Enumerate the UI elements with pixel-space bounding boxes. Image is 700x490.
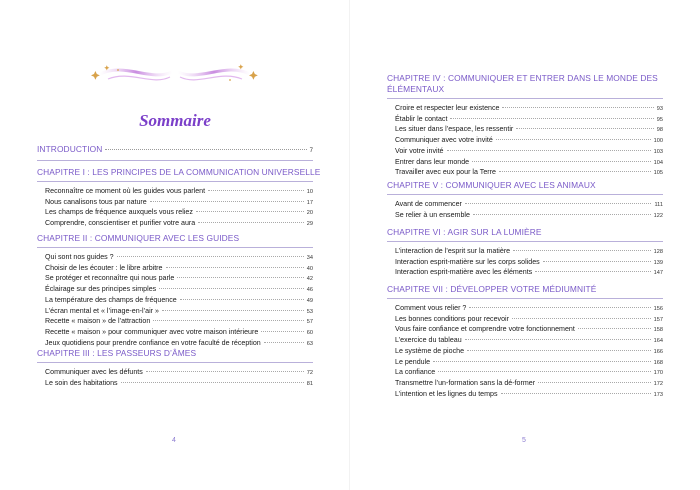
chapter-heading: CHAPITRE VII : DÉVELOPPER VOTRE MÉDIUMNITÉ	[387, 284, 597, 294]
toc-entry[interactable]	[45, 296, 313, 307]
divider	[387, 98, 663, 99]
entry-page: 158	[653, 327, 663, 334]
leader-dots	[467, 350, 651, 351]
entry-title: L’exercice du tableau	[395, 336, 462, 345]
leader-dots	[450, 118, 653, 119]
leader-dots	[166, 267, 304, 268]
leader-dots	[465, 339, 651, 340]
leader-dots	[502, 107, 653, 108]
entry-title: Travailler avec eux pour la Terre	[395, 168, 496, 177]
entry-list	[45, 187, 313, 230]
toc-entry[interactable]	[395, 136, 663, 147]
entry-title: Voir votre invité	[395, 146, 444, 155]
toc-entry[interactable]	[395, 200, 663, 211]
entry-page: 172	[653, 380, 663, 387]
leader-dots	[196, 211, 304, 212]
toc-intro-label: INTRODUCTION	[37, 144, 103, 154]
divider	[387, 194, 663, 195]
entry-list	[395, 247, 663, 279]
entry-title: Les champs de fréquence auxquels vous reliez	[45, 208, 193, 217]
chapter-heading: CHAPITRE VI : AGIR SUR LA LUMIÈRE	[387, 227, 542, 237]
divider	[37, 362, 313, 363]
entry-title: Les bonnes conditions pour recevoir	[395, 314, 509, 323]
leader-dots	[198, 222, 304, 223]
toc-entry[interactable]	[395, 336, 663, 347]
toc-entry[interactable]	[45, 264, 313, 275]
entry-title: L’écran mental et « l’image-en-l’air »	[45, 306, 159, 315]
entry-title: Recette « maison » de l’attraction	[45, 317, 151, 326]
entry-page: 100	[653, 138, 663, 145]
leader-dots	[543, 261, 651, 262]
entry-page: 34	[306, 255, 313, 261]
divider	[37, 160, 313, 161]
leader-dots	[513, 250, 651, 251]
leader-dots	[512, 318, 651, 319]
entry-page: 166	[653, 348, 663, 355]
entry-page: 72	[306, 370, 313, 376]
entry-title: Vous faire confiance et comprendre votre fonctionnement	[395, 325, 575, 334]
entry-title: Jeux quotidiens pour prendre confiance en votre faculté de réception	[45, 338, 261, 347]
page-title: Sommaire	[139, 111, 211, 130]
entry-title: Établir le contact	[395, 114, 448, 123]
leader-dots	[180, 299, 304, 300]
entry-title: L’interaction de l’esprit sur la matière	[395, 247, 511, 255]
toc-entry[interactable]	[45, 317, 313, 328]
entry-title: Entrer dans leur monde	[395, 157, 470, 166]
entry-list	[395, 200, 663, 221]
chapter-heading: CHAPITRE III : LES PASSEURS D’ÂMES	[37, 348, 197, 358]
leader-dots	[162, 310, 304, 311]
chapter-6	[387, 227, 663, 279]
toc-entry[interactable]	[395, 104, 663, 115]
leader-dots	[150, 201, 304, 202]
toc-entry[interactable]	[395, 304, 663, 315]
entry-title: Croire et respecter leur existence	[395, 104, 500, 112]
toc-entry[interactable]	[45, 198, 313, 209]
leader-dots	[473, 214, 651, 215]
chapter-1	[37, 167, 321, 230]
entry-title: Comprendre, conscientiser et purifier votre aura	[45, 219, 196, 228]
chapter-5	[387, 180, 663, 221]
entry-page: 103	[653, 148, 663, 155]
entry-page: 93	[656, 106, 663, 112]
toc-intro-page: 7	[309, 148, 313, 154]
entry-page: 156	[653, 306, 663, 312]
entry-title: Le pendule	[395, 357, 431, 366]
entry-title: Avant de commencer	[395, 200, 462, 208]
toc-entry[interactable]	[45, 307, 313, 318]
entry-title: L’intention et les lignes du temps	[395, 389, 498, 398]
entry-page: 168	[653, 359, 663, 366]
entry-page: 164	[653, 338, 663, 345]
toc-entry[interactable]	[395, 211, 663, 222]
entry-title: Communiquer avec les défunts	[45, 368, 143, 376]
entry-title: Nous canalisons tous par nature	[45, 197, 147, 206]
toc-entry[interactable]	[45, 208, 313, 219]
entry-title: Comment vous relier ?	[395, 304, 467, 312]
entry-title: Interaction esprit-matière sur les corps solides	[395, 257, 540, 266]
leader-dots	[433, 361, 651, 362]
entry-page: 173	[653, 391, 663, 398]
entry-page: 95	[656, 116, 663, 123]
entry-title: Communiquer avec votre invité	[395, 136, 493, 145]
entry-title: Reconnaître ce moment où les guides vous parlent	[45, 187, 206, 195]
chapter-heading: CHAPITRE II : COMMUNIQUER AVEC LES GUIDES	[37, 233, 240, 243]
toc-entry[interactable]	[395, 358, 663, 369]
page-number: 4	[172, 437, 176, 444]
chapter-3	[37, 348, 313, 389]
chapter-heading: CHAPITRE IV : COMMUNIQUER ET ENTRER DANS LE MONDE DES ÉLÉMENTAUX	[387, 73, 658, 94]
toc-entry[interactable]	[45, 187, 313, 198]
entry-page: 157	[653, 316, 663, 323]
chapter-7	[387, 284, 663, 400]
entry-page: 17	[306, 199, 313, 206]
entry-page: 20	[306, 210, 313, 217]
entry-list	[45, 368, 313, 389]
toc-entry[interactable]	[45, 219, 313, 230]
leader-dots	[117, 256, 304, 257]
toc-entry[interactable]	[395, 379, 663, 390]
toc-entry[interactable]	[395, 125, 663, 136]
leader-dots	[177, 277, 303, 278]
entry-page: 10	[306, 189, 313, 195]
entry-page: 98	[656, 127, 663, 134]
entry-page: 40	[306, 265, 313, 272]
entry-page: 49	[306, 297, 313, 304]
entry-title: Le soin des habitations	[45, 378, 118, 387]
leader-dots	[465, 203, 652, 204]
entry-page: 53	[306, 308, 313, 315]
leader-dots	[516, 128, 653, 129]
chapter-2	[37, 233, 313, 349]
entry-title: Se protéger et reconnaître qui nous parle	[45, 274, 175, 283]
entry-title: Les situer dans l’espace, les ressentir	[395, 125, 514, 134]
intro-block	[37, 144, 313, 166]
entry-page: 104	[653, 159, 663, 166]
leader-dots	[438, 371, 650, 372]
entry-title: La confiance	[395, 368, 436, 377]
toc-entry[interactable]	[395, 368, 663, 379]
right-page	[350, 0, 700, 490]
leader-dots	[264, 342, 304, 343]
toc-entry[interactable]	[45, 368, 313, 379]
page-number: 5	[522, 437, 526, 444]
leader-dots	[578, 328, 651, 329]
entry-list	[395, 304, 663, 400]
leader-dots	[472, 161, 651, 162]
leader-dots	[447, 150, 651, 151]
toc-entry[interactable]	[45, 379, 313, 390]
toc-entry[interactable]	[395, 158, 663, 169]
toc-entry[interactable]	[395, 325, 663, 336]
entry-page: 46	[306, 287, 313, 294]
toc-entry[interactable]	[45, 328, 313, 339]
entry-title: Transmettre l’un-formation sans la dé-former	[395, 378, 536, 387]
entry-page: 29	[306, 221, 313, 228]
leader-dots	[105, 149, 306, 150]
leader-dots	[538, 382, 651, 383]
entry-page: 147	[653, 270, 663, 277]
leader-dots	[261, 331, 303, 332]
entry-title: Éclairage sur des principes simples	[45, 285, 157, 294]
divider	[37, 247, 313, 248]
entry-page: 60	[306, 329, 313, 336]
leader-dots	[535, 271, 650, 272]
leader-dots	[501, 393, 651, 394]
entry-title: Qui sont nos guides ?	[45, 253, 114, 261]
entry-page: 111	[654, 202, 663, 208]
entry-title: Recette « maison » pour communiquer avec votre maison intérieure	[45, 327, 259, 336]
entry-title: Choisir de les écouter : le libre arbitre	[45, 263, 163, 272]
toc-entry[interactable]	[395, 247, 663, 258]
entry-page: 139	[653, 259, 663, 266]
chapter-heading: CHAPITRE I : LES PRINCIPES DE LA COMMUNICATION UNIVERSELLE	[37, 167, 321, 177]
chapter-heading: CHAPITRE V : COMMUNIQUER AVEC LES ANIMAUX	[387, 180, 596, 190]
leader-dots	[208, 190, 304, 191]
leader-dots	[153, 320, 303, 321]
leader-dots	[469, 307, 650, 308]
toc-entry[interactable]	[395, 168, 663, 179]
entry-page: 81	[306, 380, 313, 387]
entry-list	[45, 253, 313, 349]
entry-title: La température des champs de fréquence	[45, 295, 177, 304]
entry-title: Interaction esprit-matière avec les éléments	[395, 268, 533, 277]
toc-entry[interactable]	[45, 274, 313, 285]
divider	[37, 181, 313, 182]
divider	[387, 241, 663, 242]
entry-page: 42	[306, 276, 313, 283]
entry-page: 63	[306, 340, 313, 347]
toc-entry[interactable]	[45, 253, 313, 264]
toc-entry[interactable]	[395, 315, 663, 326]
leader-dots	[121, 382, 304, 383]
entry-page: 105	[653, 170, 663, 177]
leader-dots	[146, 371, 304, 372]
entry-page: 170	[653, 370, 663, 377]
leader-dots	[499, 171, 651, 172]
entry-list	[395, 104, 663, 179]
entry-page: 128	[653, 249, 663, 255]
toc-entry[interactable]	[395, 258, 663, 269]
entry-page: 122	[653, 212, 663, 219]
toc-entry[interactable]	[45, 285, 313, 296]
toc-entry[interactable]	[395, 115, 663, 126]
entry-title: Le système de pioche	[395, 346, 465, 355]
toc-entry[interactable]	[395, 390, 663, 401]
entry-page: 57	[306, 319, 313, 326]
toc-entry[interactable]	[395, 268, 663, 279]
divider	[387, 298, 663, 299]
moon-stars-ornament	[80, 52, 270, 96]
leader-dots	[159, 288, 304, 289]
toc-intro[interactable]	[37, 144, 313, 157]
toc-entry[interactable]	[395, 347, 663, 358]
leader-dots	[496, 139, 651, 140]
toc-entry[interactable]	[395, 147, 663, 158]
chapter-4	[387, 73, 663, 179]
entry-title: Se relier à un ensemble	[395, 210, 470, 219]
